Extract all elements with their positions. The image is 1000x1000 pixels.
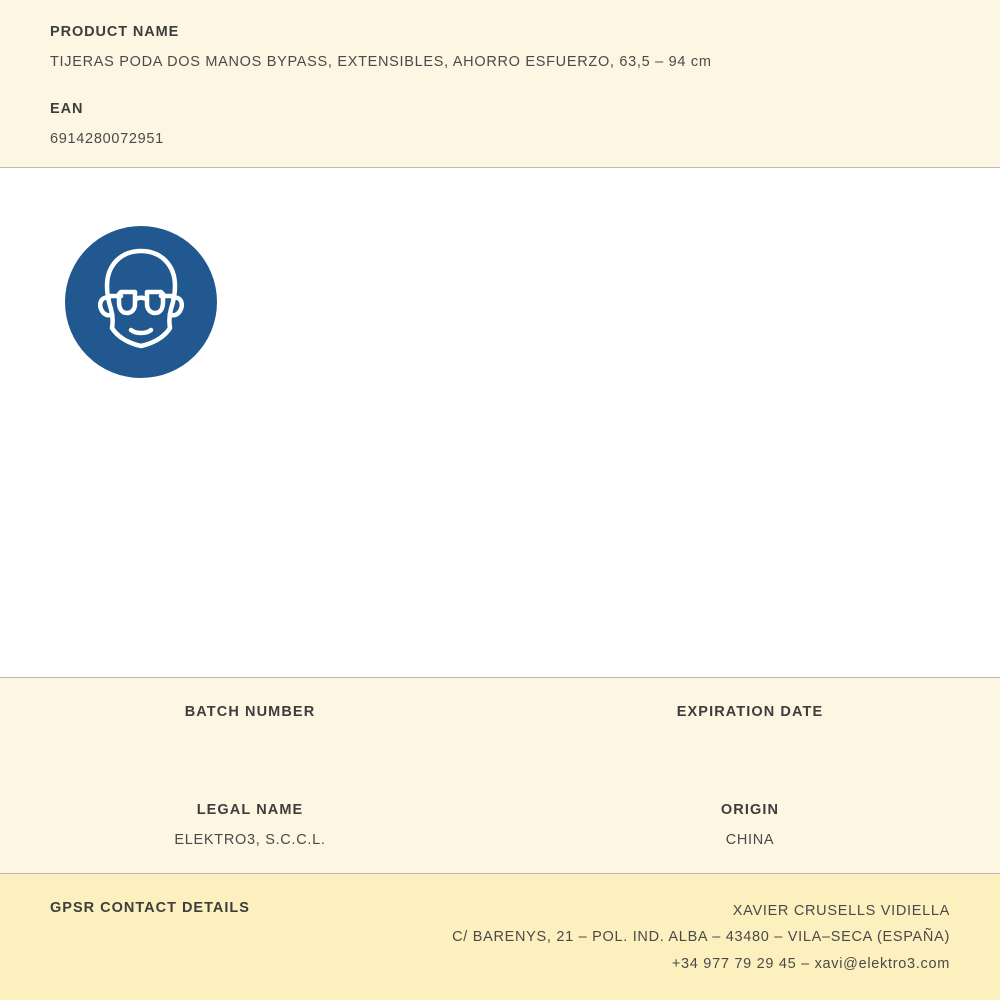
legal-name-field <box>0 800 500 851</box>
batch-number-value <box>10 732 490 750</box>
product-name-value: TIJERAS PODA DOS MANOS BYPASS, EXTENSIBLES, AHORRO ESFUERZO, 63,5 – 94 cm <box>50 54 712 71</box>
batch-number-field <box>0 702 500 750</box>
ean-field <box>0 99 1000 150</box>
gpsr-contact-details <box>452 898 950 978</box>
gpsr-contact-address: C/ BARENYS, 21 – POL. IND. ALBA – 43480 – VILA–SECA (ESPAÑA) <box>452 929 950 946</box>
product-name-field <box>0 22 1000 73</box>
origin-field <box>500 800 1000 851</box>
gpsr-contact-name: XAVIER CRUSELLS VIDIELLA <box>732 902 950 919</box>
origin-label: ORIGIN <box>720 801 780 818</box>
origin-value: CHINA <box>725 832 775 849</box>
legal-name-label: LEGAL NAME <box>196 801 304 818</box>
batch-number-label: BATCH NUMBER <box>184 703 316 720</box>
gpsr-contact-label: GPSR CONTACT DETAILS <box>50 899 250 916</box>
gpsr-contact-footer <box>0 874 1000 1000</box>
expiration-date-label: EXPIRATION DATE <box>676 703 824 720</box>
header-block <box>0 0 1000 168</box>
wear-eye-protection-icon <box>65 226 217 378</box>
legal-name-value: ELEKTRO3, S.C.C.L. <box>174 832 326 849</box>
ean-label: EAN <box>50 100 84 117</box>
expiration-date-field <box>500 702 1000 750</box>
product-name-label: PRODUCT NAME <box>50 24 180 40</box>
expiration-date-value <box>510 732 990 750</box>
info-row-batch-expiration <box>0 702 1000 750</box>
info-row-legal-origin <box>0 800 1000 851</box>
info-band <box>0 678 1000 874</box>
pictogram-area <box>0 168 1000 677</box>
ean-value: 6914280072951 <box>50 130 164 147</box>
gpsr-contact-phone-email: +34 977 79 29 45 – xavi@elektro3.com <box>671 956 950 973</box>
